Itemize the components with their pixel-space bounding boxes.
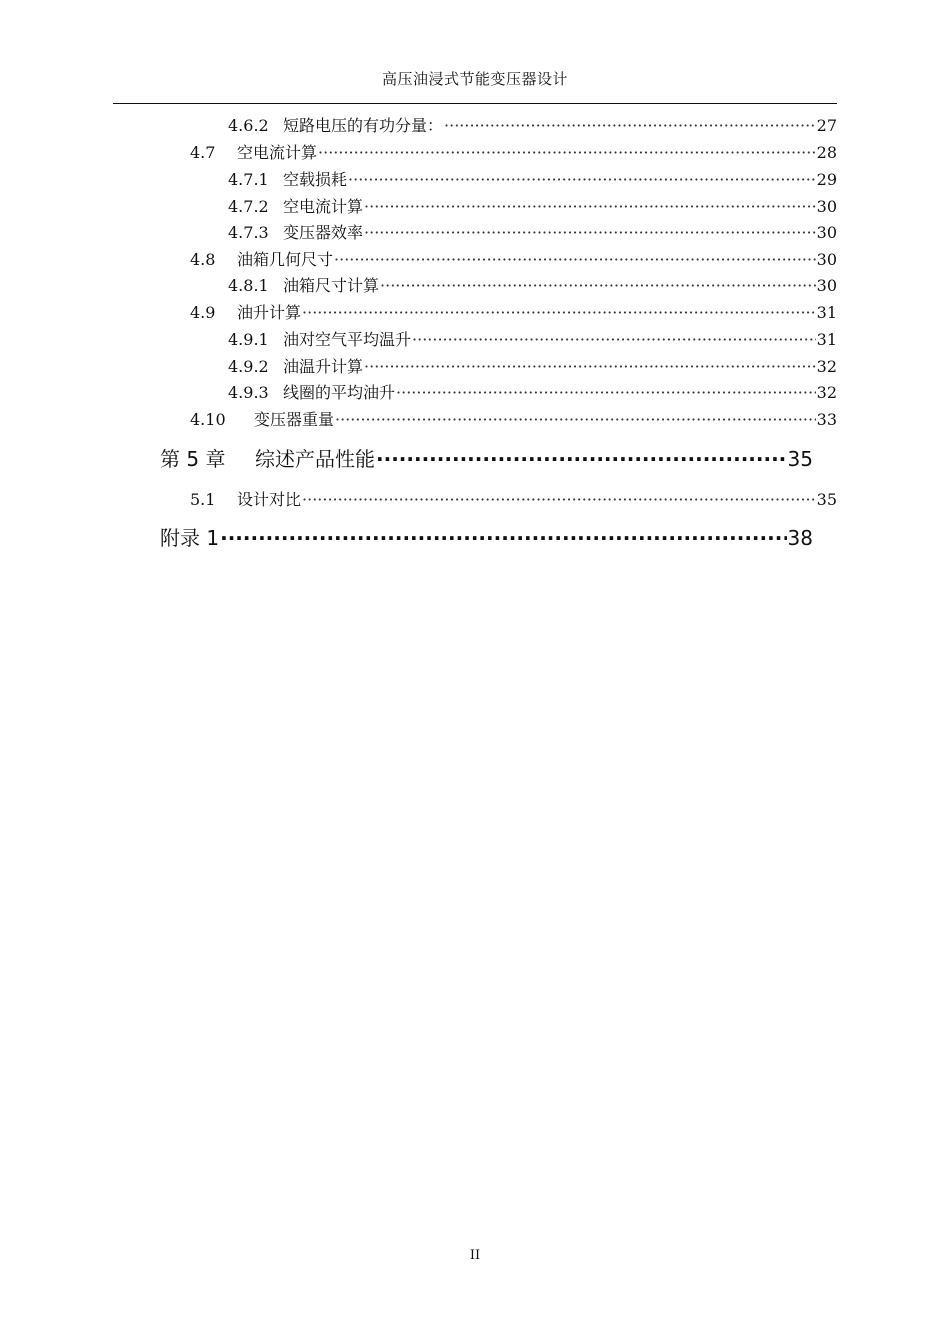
toc-entry-number: 4.9.1 [228,330,269,349]
toc-entry[interactable] [228,167,837,193]
toc-entry[interactable] [228,273,837,299]
toc-entry-page: 35 [787,447,813,471]
toc-entry-page: 30 [816,276,837,295]
dot-leader [364,354,816,380]
toc-entry-title: 油箱尺寸计算 [283,276,380,295]
toc-entry[interactable] [228,220,837,246]
dot-leader [220,523,786,553]
dot-leader [376,444,787,474]
toc-entry-number: 5.1 [190,490,216,509]
toc-entry-page: 30 [816,250,837,269]
toc-entry-title: 设计对比 [237,490,302,509]
toc-entry-title: 空电流计算 [283,197,364,216]
toc-entry-title: 空载损耗 [283,170,348,189]
toc-entry-page: 35 [816,490,837,509]
toc-entry[interactable] [228,113,837,139]
toc-entry-title: 附录 1 [160,526,220,550]
dot-leader [364,194,816,220]
toc-entry[interactable] [190,407,837,433]
toc-entry-page: 32 [816,383,837,402]
toc-entry-page: 28 [816,143,837,162]
dot-leader [302,487,816,513]
toc-entry-number: 4.6.2 [228,116,269,135]
toc-entry-number: 4.9.3 [228,383,269,402]
toc-entry[interactable] [228,380,837,406]
toc-entry-page: 31 [816,303,837,322]
toc-entry-page: 29 [816,170,837,189]
toc-entry-page: 30 [816,223,837,242]
dot-leader [318,140,816,166]
toc-appendix-entry[interactable] [160,523,813,553]
toc-entry[interactable] [190,140,837,166]
toc-entry-page: 31 [816,330,837,349]
toc-entry-number: 第 5 章 [160,447,226,471]
toc-entry-title: 油箱几何尺寸 [237,250,334,269]
toc-entry-number: 4.7.2 [228,197,269,216]
toc-entry-number: 4.10 [190,410,226,429]
dot-leader [412,327,816,353]
toc-entry-number: 4.8.1 [228,276,269,295]
toc-entry-title: 综述产品性能 [255,447,375,471]
toc-entry-title: 线圈的平均油升 [283,383,396,402]
toc-entry-number: 4.7 [190,143,216,162]
dot-leader [348,167,816,193]
toc-entry-page: 30 [816,197,837,216]
toc-entry[interactable] [228,327,837,353]
toc-chapter-entry[interactable] [160,444,813,474]
dot-leader [334,247,816,273]
toc-entry-page: 33 [816,410,837,429]
toc-entry[interactable] [228,354,837,380]
toc-entry-title: 变压器效率 [283,223,364,242]
toc-entry-title: 油对空气平均温升 [283,330,412,349]
dot-leader [396,380,816,406]
toc-entry[interactable] [190,487,837,513]
toc-entry-title: 短路电压的有功分量： [283,116,444,135]
toc-entry-number: 4.7.3 [228,223,269,242]
dot-leader [364,220,816,246]
header-rule [113,103,837,104]
toc-entry[interactable] [190,247,837,273]
dot-leader [335,407,816,433]
toc-entry-title: 油升计算 [237,303,302,322]
toc-entry-title: 油温升计算 [283,357,364,376]
toc-entry-page: 38 [787,526,813,550]
page-number: II [469,1248,481,1263]
dot-leader [302,300,816,326]
toc-entry-number: 4.9.2 [228,357,269,376]
toc-entry-number: 4.7.1 [228,170,269,189]
toc-entry-number: 4.8 [190,250,216,269]
toc-entry[interactable] [190,300,837,326]
toc-entry-title: 变压器重量 [254,410,335,429]
dot-leader [380,273,816,299]
running-header-title: 高压油浸式节能变压器设计 [381,70,568,88]
dot-leader [444,113,816,139]
toc-entry[interactable] [228,194,837,220]
toc-entry-page: 27 [816,116,837,135]
toc-entry-title: 空电流计算 [237,143,318,162]
toc-entry-page: 32 [816,357,837,376]
toc-entry-number: 4.9 [190,303,216,322]
